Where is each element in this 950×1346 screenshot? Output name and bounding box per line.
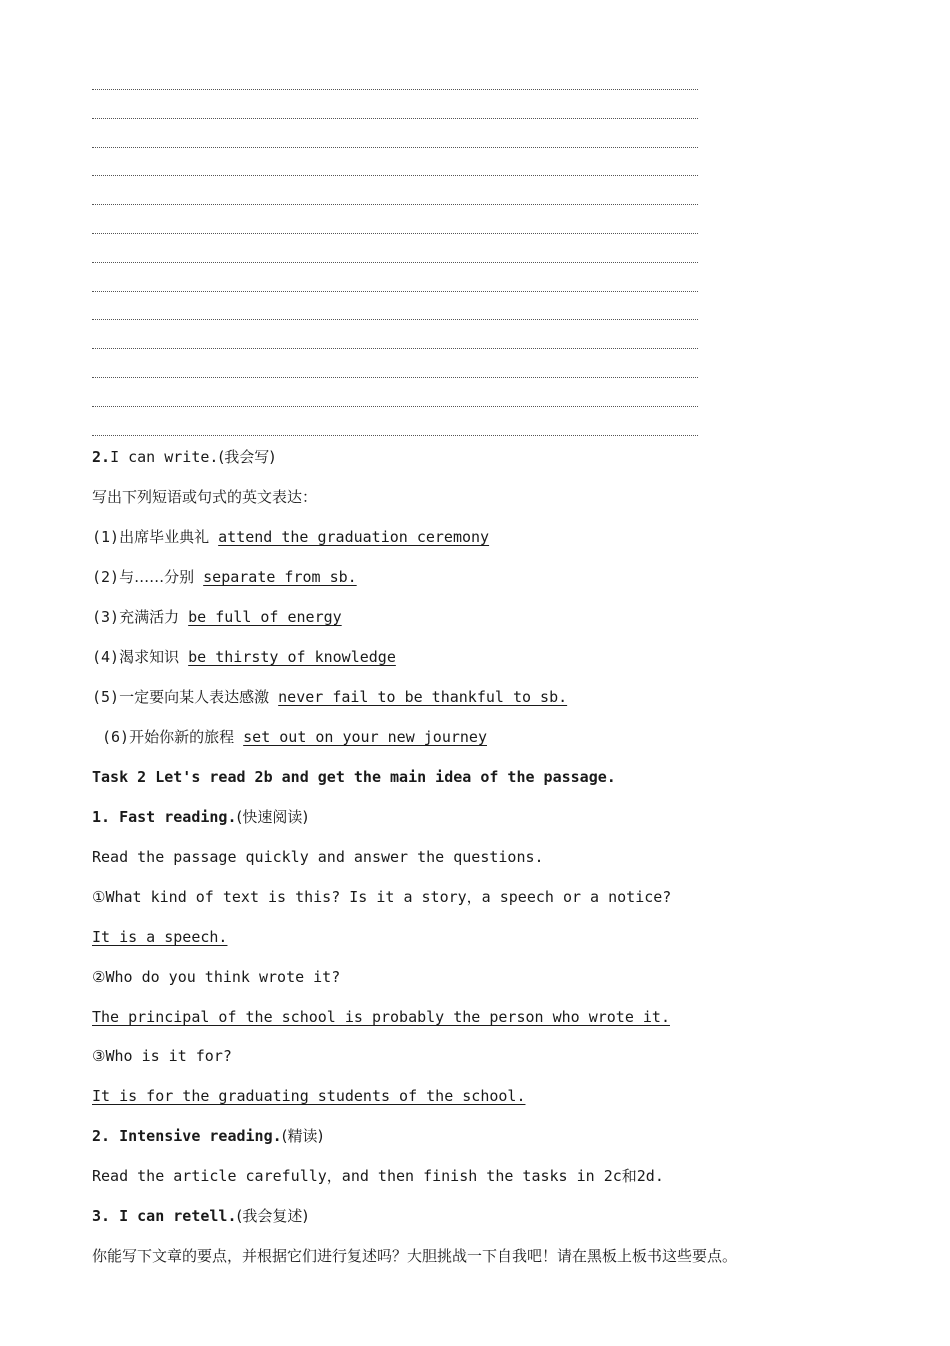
writing-line bbox=[92, 291, 698, 292]
writing-line bbox=[92, 204, 698, 205]
writing-line bbox=[92, 118, 698, 119]
answer-text: attend the graduation ceremony bbox=[218, 528, 490, 546]
phrase-item: (5)一定要向某人表达感激 never fail to be thankful to sb. bbox=[92, 688, 568, 706]
writing-line bbox=[92, 147, 698, 148]
writing-line bbox=[92, 406, 698, 407]
writing-line bbox=[92, 262, 698, 263]
fast-reading-instruction: Read the passage quickly and answer the questions. bbox=[92, 848, 544, 866]
answer-text: never fail to be thankful to sb. bbox=[278, 688, 568, 706]
phrase-item: (1)出席毕业典礼 attend the graduation ceremony bbox=[92, 528, 490, 546]
question-text: ③Who is it for? bbox=[92, 1047, 232, 1065]
task2-title: Task 2 Let's read 2b and get the main idea of the passage. bbox=[92, 768, 616, 786]
answer-text: be full of energy bbox=[188, 608, 342, 626]
writing-line bbox=[92, 435, 698, 436]
answer-text: be thirsty of knowledge bbox=[188, 648, 396, 666]
intensive-reading-instruction: Read the article carefully，and then finish the tasks in 2c和2d. bbox=[92, 1167, 664, 1185]
answer-text: The principal of the school is probably the person who wrote it. bbox=[92, 1008, 670, 1026]
writing-line bbox=[92, 233, 698, 234]
answer-text: It is a speech. bbox=[92, 928, 228, 946]
write-instruction: 写出下列短语或句式的英文表达： bbox=[92, 488, 318, 506]
retell-heading: 3. I can retell.(我会复述) bbox=[92, 1207, 309, 1225]
retell-instruction: 你能写下文章的要点，并根据它们进行复述吗？大胆挑战一下自我吧！请在黑板上板书这些要点。 bbox=[92, 1247, 738, 1265]
writing-line bbox=[92, 89, 698, 90]
writing-line bbox=[92, 175, 698, 176]
intensive-reading-heading: 2. Intensive reading.(精读) bbox=[92, 1127, 324, 1145]
answer-text: set out on your new journey bbox=[243, 728, 487, 746]
phrase-item: (4)渴求知识 be thirsty of knowledge bbox=[92, 648, 396, 666]
section-heading-i-can-write: 2.I can write.(我会写) bbox=[92, 448, 276, 466]
answer-text: It is for the graduating students of the school. bbox=[92, 1087, 526, 1105]
question-text: ②Who do you think wrote it? bbox=[92, 968, 341, 986]
question-text: ①What kind of text is this? Is it a story，a speech or a notice? bbox=[92, 888, 672, 906]
writing-line bbox=[92, 377, 698, 378]
writing-line bbox=[92, 319, 698, 320]
phrase-item: (3)充满活力 be full of energy bbox=[92, 608, 342, 626]
phrase-item: (2)与……分别 separate from sb. bbox=[92, 568, 357, 586]
writing-line bbox=[92, 348, 698, 349]
phrase-item: (6)开始你新的旅程 set out on your new journey bbox=[102, 728, 487, 746]
answer-text: separate from sb. bbox=[203, 568, 357, 586]
fast-reading-heading: 1. Fast reading.(快速阅读) bbox=[92, 808, 309, 826]
